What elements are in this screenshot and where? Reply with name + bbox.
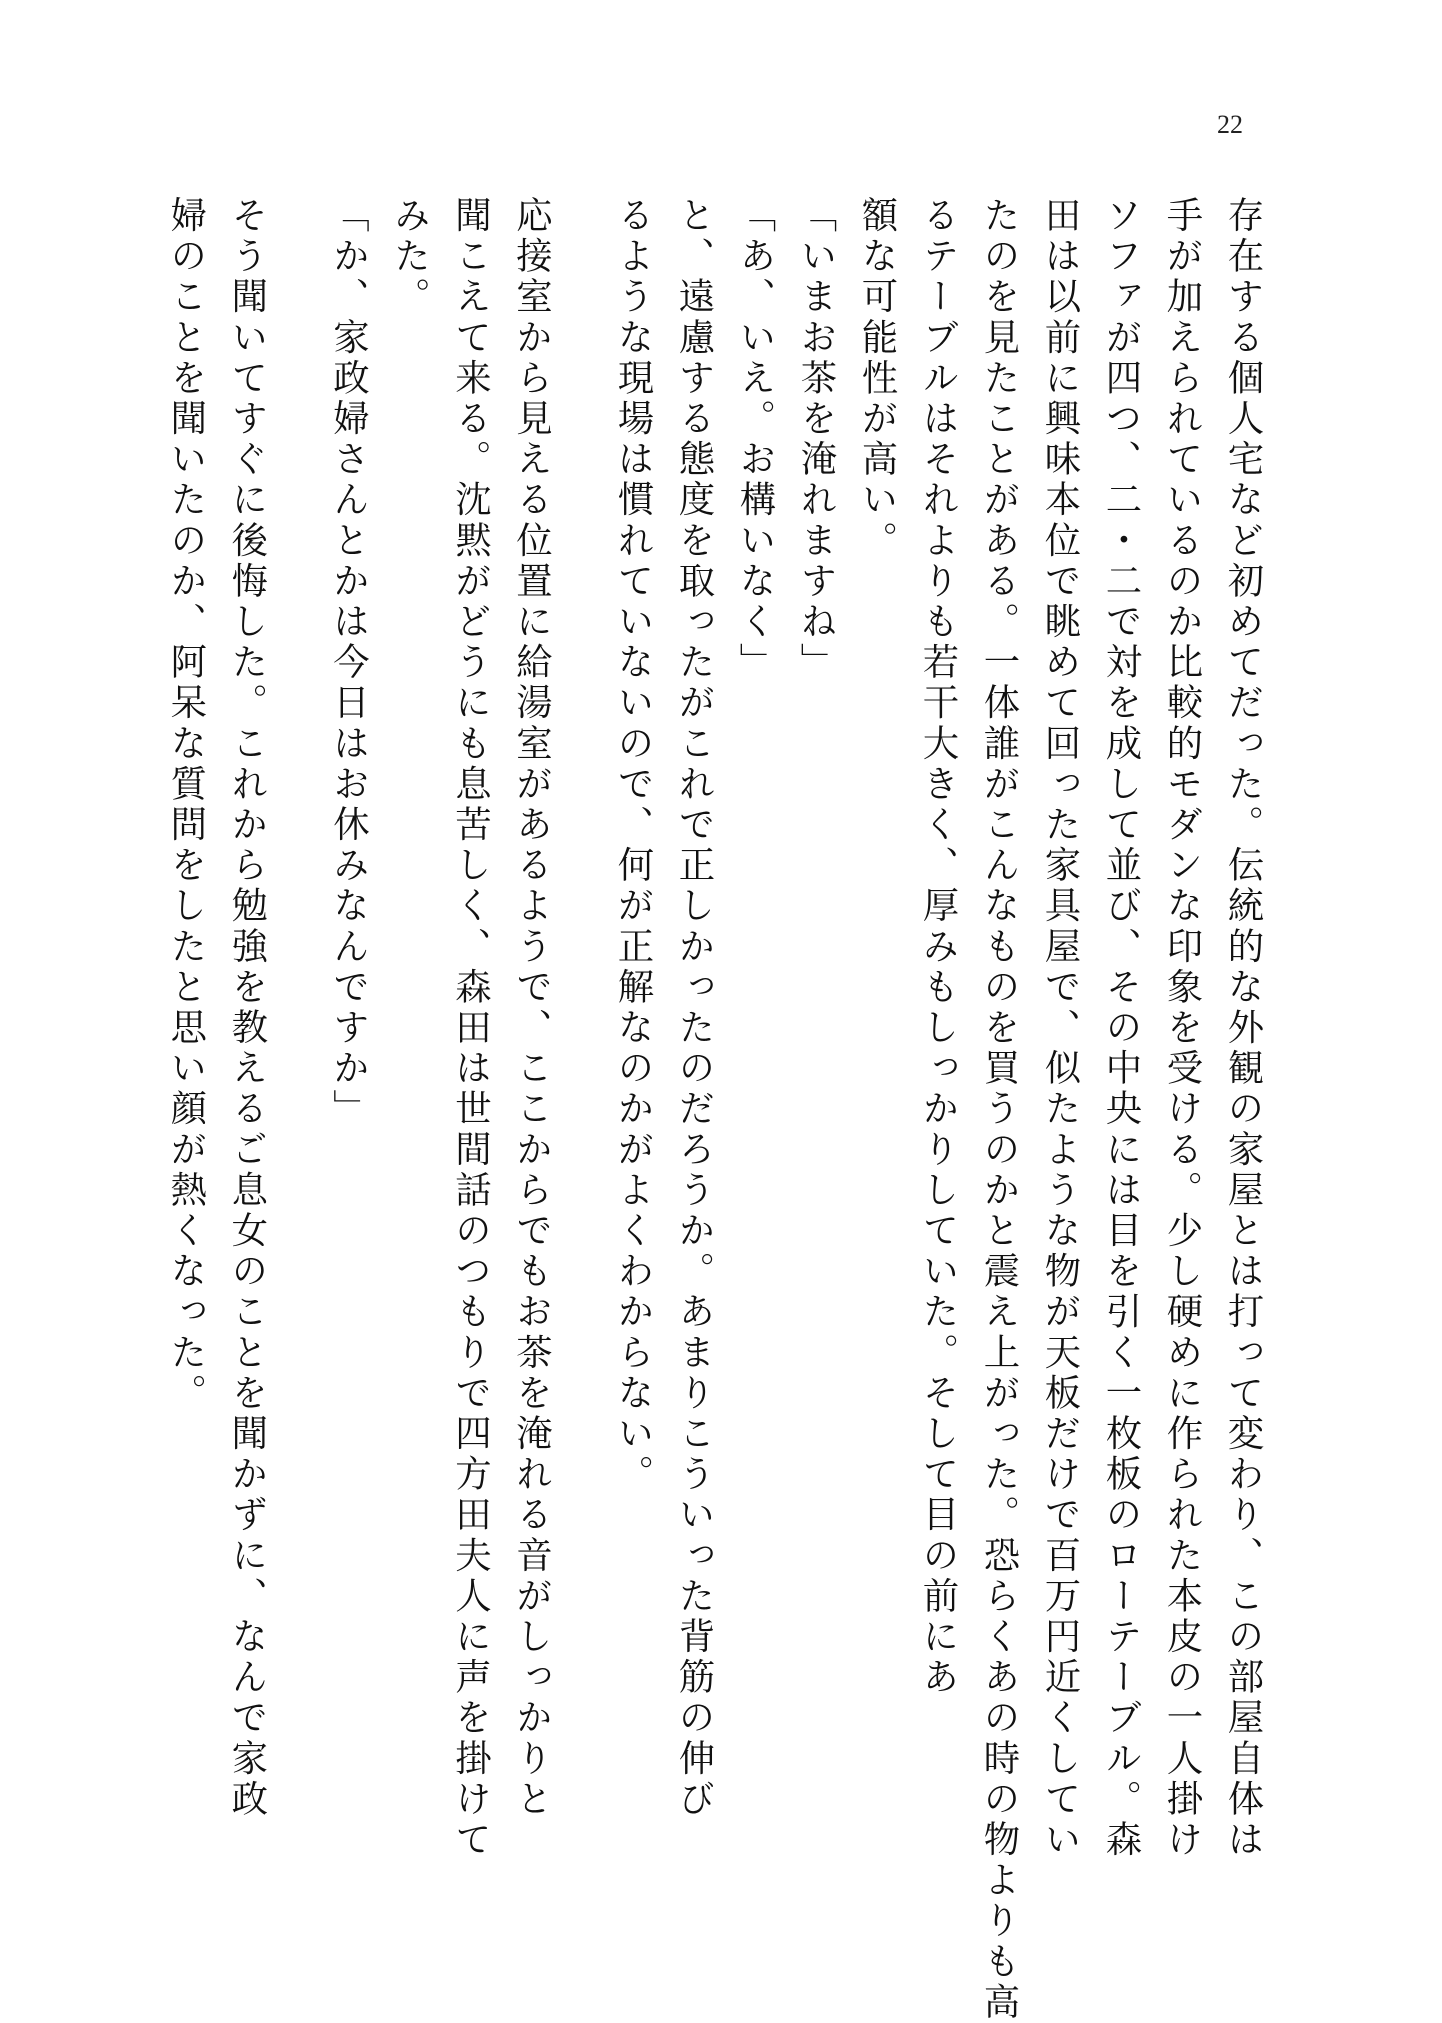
text-line: ソファが四つ、二・二で対を成して並び、その中央には目を引く一枚板のローテーブル。森 [1100,196,1143,1861]
dialogue-line: 「いまお茶を淹れますね」 [795,196,838,684]
text-line: るテーブルはそれよりも若干大きく、厚みもしっかりしていた。そして目の前にあ [917,196,960,1699]
text-line: 聞こえて来る。沈黙がどうにも息苦しく、森田は世間話のつもりで四方田夫人に声を掛けて [449,196,493,1861]
text-line: 存在する個人宅など初めてだった。伝統的な外観の家屋とは打って変わり、この部屋自体は [1222,196,1265,1861]
text-line: と、遠慮する態度を取ったがこれで正しかったのだろうか。あまりこういった背筋の伸び [673,196,716,1820]
text-line: みた。 [388,196,432,318]
novel-body-text [156,196,1274,2023]
dialogue-line: 「あ、いえ。お構いなく」 [734,196,777,684]
text-line: 田は以前に興味本位で眺めて回った家具屋で、似たような物が天板だけで百万円近くしてい [1039,196,1082,1861]
text-line: 応接室から見える位置に給湯室があるようで、ここからでもお茶を淹れる音がしっかりと [510,196,554,1820]
text-line: たのを見たことがある。一体誰がこんなものを買うのかと震え上がった。恐らくあの時の物よりも高 [978,196,1021,2023]
text-line: 手が加えられているのか比較的モダンな印象を受ける。少し硬めに作られた本皮の一人掛け [1161,196,1204,1861]
text-line: そう聞いてすぐに後悔した。これから勉強を教えるご息女のことを聞かずに、なんで家政 [225,196,269,1820]
text-line: るような現場は慣れていないので、何が正解なのかがよくわからない。 [612,196,655,1496]
text-line: 婦のことを聞いたのか、阿呆な質問をしたと思い顔が熱くなった。 [164,196,208,1414]
text-line: 額な可能性が高い。 [856,196,899,562]
dialogue-line: 「か、家政婦さんとかは今日はお休みなんですか」 [327,196,371,1130]
page-number: 22 [1217,110,1243,139]
